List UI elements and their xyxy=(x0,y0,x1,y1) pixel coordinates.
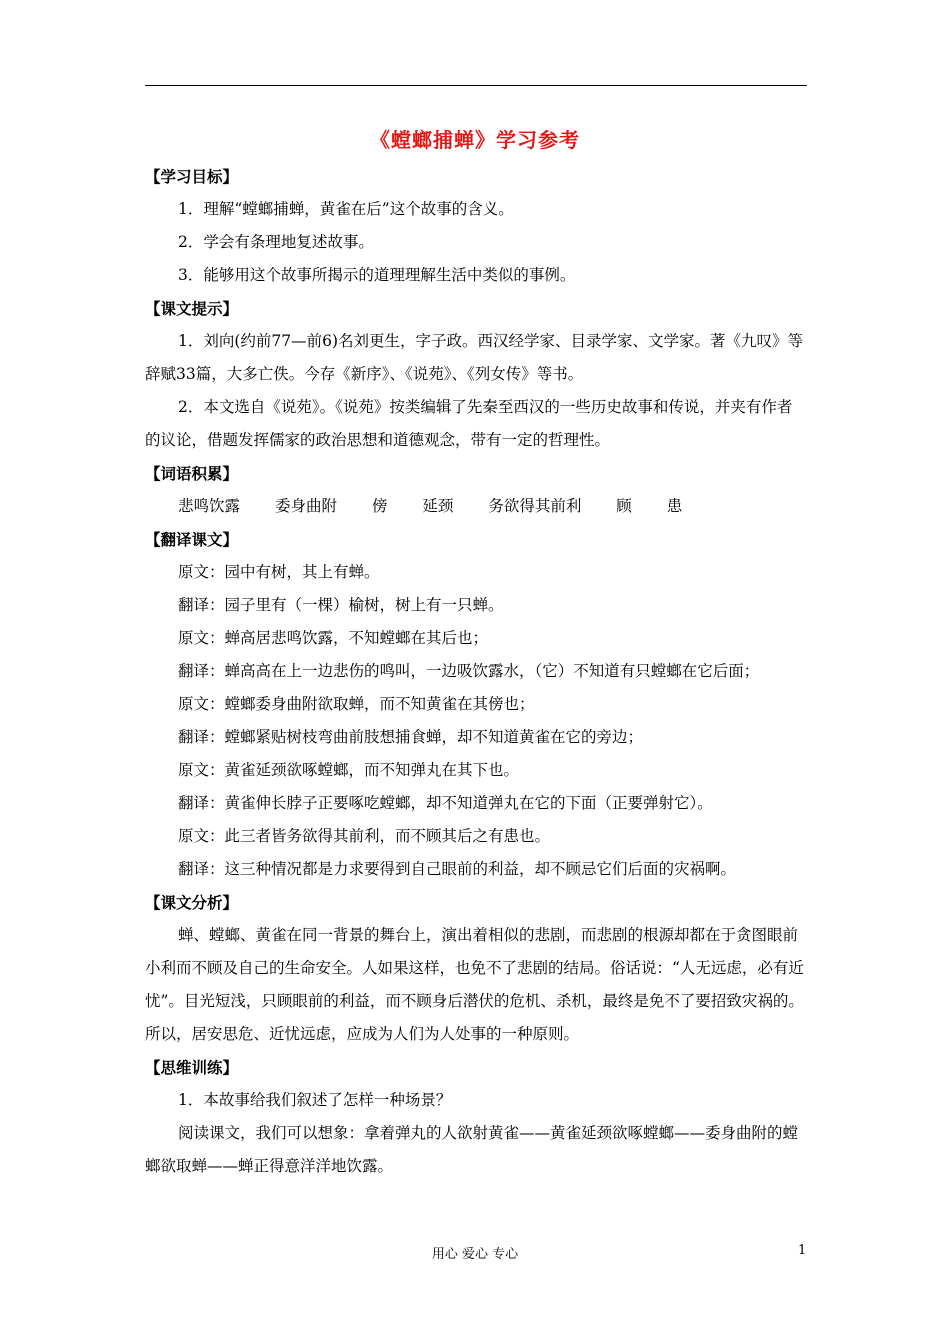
page-footer: 用心 爱心 专心 xyxy=(431,1247,519,1262)
header-rule xyxy=(145,85,807,86)
translation-line: 原文：黄雀延颈欲啄螳螂，而不知弹丸在其下也。 xyxy=(178,761,520,779)
hint-paragraph: 2．本文选自《说苑》。《说苑》按类编辑了先秦至西汉的一些历史故事和传说，并夹有作者的议论，借题发挥儒家的政治思想和道德观念，带有一定的哲理性。 xyxy=(145,398,793,449)
analysis-paragraph: 蝉、螳螂、黄雀在同一背景的舞台上，演出着相似的悲剧，而悲剧的根源却都在于贪图眼前小利而不顾及自己的生命安全。人如果这样，也免不了悲剧的结局。俗话说：“人无远虑，必有近忧”。目光短浅，只顾眼前的利益，而不顾身后潜伏的危机、杀机，最终是免不了要招致灾祸的。所以，居安思危、近忧远虑，应成为人们为人处事的一种原则。 xyxy=(145,926,804,1043)
translation-line: 翻译：蝉高高在上一边悲伤的鸣叫，一边吸饮露水，（它）不知道有只螳螂在它后面； xyxy=(178,662,760,680)
document-title: 《螳螂捕蝉》学习参考 xyxy=(370,128,580,152)
translation-line: 翻译：黄雀伸长脖子正要啄吃螳螂，却不知道弹丸在它的下面（正要弹射它）。 xyxy=(178,794,713,812)
section-heading-thinking: 【思维训练】 xyxy=(145,1058,239,1077)
vocab-word: 傍 xyxy=(371,497,388,515)
translation-line: 原文：园中有树，其上有蝉。 xyxy=(178,563,380,581)
section-heading-goals: 【学习目标】 xyxy=(145,167,239,186)
goal-item: 1．理解“螳螂捕蝉，黄雀在后”这个故事的含义。 xyxy=(178,200,514,218)
translation-line: 原文：螳螂委身曲附欲取蝉，而不知黄雀在其傍也； xyxy=(178,695,535,713)
thinking-question: 1．本故事给我们叙述了怎样一种场景？ xyxy=(178,1091,452,1109)
page-number: 1 xyxy=(798,1243,807,1258)
goal-item: 3．能够用这个故事所揭示的道理理解生活中类似的事例。 xyxy=(178,266,576,284)
translation-line: 原文：此三者皆务欲得其前利，而不顾其后之有患也。 xyxy=(178,827,551,845)
section-heading-analysis: 【课文分析】 xyxy=(145,893,239,912)
section-heading-hints: 【课文提示】 xyxy=(145,299,239,318)
vocab-word: 患 xyxy=(666,497,683,515)
vocab-word: 顾 xyxy=(616,497,632,515)
section-heading-vocab: 【词语积累】 xyxy=(145,464,239,483)
section-heading-translation: 【翻译课文】 xyxy=(145,530,239,549)
translation-line: 翻译：园子里有（一棵）榆树，树上有一只蝉。 xyxy=(178,596,504,614)
goal-item: 2．学会有条理地复述故事。 xyxy=(178,233,374,251)
vocab-word: 悲鸣饮露 xyxy=(178,497,241,515)
vocab-list xyxy=(145,490,807,523)
vocab-word: 务欲得其前利 xyxy=(488,497,582,515)
translation-line: 翻译：螳螂紧贴树枝弯曲前肢想捕食蝉，却不知道黄雀在它的旁边； xyxy=(178,728,644,746)
vocab-word: 延颈 xyxy=(422,497,454,515)
hint-paragraph: 1．刘向(约前77—前6)名刘更生，字子政。西汉经学家、目录学家、文学家。著《九叹》等辞赋33篇，大多亡佚。今存《新序》、《说苑》、《列女传》等书。 xyxy=(145,332,804,383)
document-body xyxy=(145,160,807,1183)
vocab-word: 委身曲附 xyxy=(274,497,337,515)
thinking-answer: 阅读课文，我们可以想象：拿着弹丸的人欲射黄雀——黄雀延颈欲啄螳螂——委身曲附的螳螂欲取蝉——蝉正得意洋洋地饮露。 xyxy=(145,1124,799,1175)
translation-line: 翻译：这三种情况都是力求要得到自己眼前的利益，却不顾忌它们后面的灾祸啊。 xyxy=(178,860,737,878)
translation-line: 原文：蝉高居悲鸣饮露，不知螳螂在其后也； xyxy=(178,629,489,647)
